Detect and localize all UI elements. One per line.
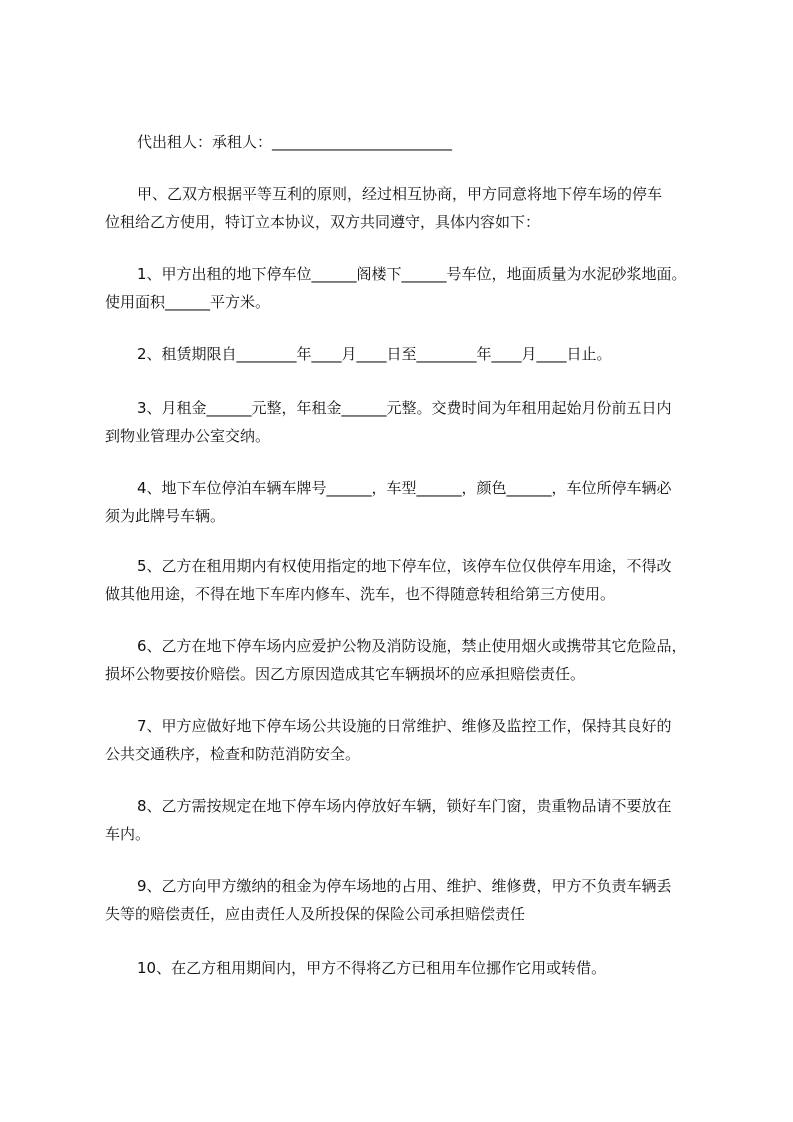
clause-9-line-2: 失等的赔偿责任，应由责任人及所投保的保险公司承担赔偿责任: [105, 905, 526, 923]
clause-6-line-2: 损坏公物要按价赔偿。因乙方原因造成其它车辆损坏的应承担赔偿责任。: [105, 665, 586, 683]
clause-7-line-2: 公共交通秩序，检查和防范消防安全。: [105, 745, 361, 763]
clause-5-line-2: 做其他用途，不得在地下车库内修车、洗车，也不得随意转租给第三方使用。: [105, 585, 616, 603]
clause-4-line-1: 4、地下车位停泊车辆车牌号______，车型______，颜色______，车位所停车辆必: [137, 479, 672, 497]
clause-3-line-1: 3、月租金______元整，年租金______元整。交费时间为年租用起始月份前五日内: [137, 399, 672, 417]
clause-6-line-1: 6、乙方在地下停车场内应爱护公物及消防设施，禁止使用烟火或携带其它危险品，: [137, 637, 687, 655]
clause-8-line-2: 车内。: [105, 825, 151, 843]
header-line: 代出租人：承租人：________________________: [137, 133, 453, 151]
clause-8-line-1: 8、乙方需按规定在地下停车场内停放好车辆，锁好车门窗，贵重物品请不要放在: [137, 797, 672, 815]
clause-2-line-1: 2、租赁期限自________年____月____日至________年____月____日止。: [137, 345, 612, 363]
clause-10-line-1: 10、在乙方租用期间内，甲方不得将乙方已租用车位挪作它用或转借。: [137, 959, 607, 977]
intro-line-1: 甲、乙双方根据平等互利的原则，经过相互协商，甲方同意将地下停车场的停车: [137, 185, 663, 203]
clause-4-line-2: 须为此牌号车辆。: [105, 507, 226, 525]
intro-line-2: 位租给乙方使用，特订立本协议，双方共同遵守，具体内容如下：: [105, 213, 541, 231]
clause-9-line-1: 9、乙方向甲方缴纳的租金为停车场地的占用、维护、维修费，甲方不负责车辆丢: [137, 877, 672, 895]
clause-1-line-1: 1、甲方出租的地下停车位______阁楼下______号车位，地面质量为水泥砂浆地面。: [137, 265, 687, 283]
clause-5-line-1: 5、乙方在租用期内有权使用指定的地下停车位，该停车位仅供停车用途，不得改: [137, 557, 672, 575]
clause-3-line-2: 到物业管理办公室交纳。: [105, 427, 271, 445]
clause-7-line-1: 7、甲方应做好地下停车场公共设施的日常维护、维修及监控工作，保持其良好的: [137, 717, 672, 735]
clause-1-line-2: 使用面积______平方米。: [105, 293, 271, 311]
